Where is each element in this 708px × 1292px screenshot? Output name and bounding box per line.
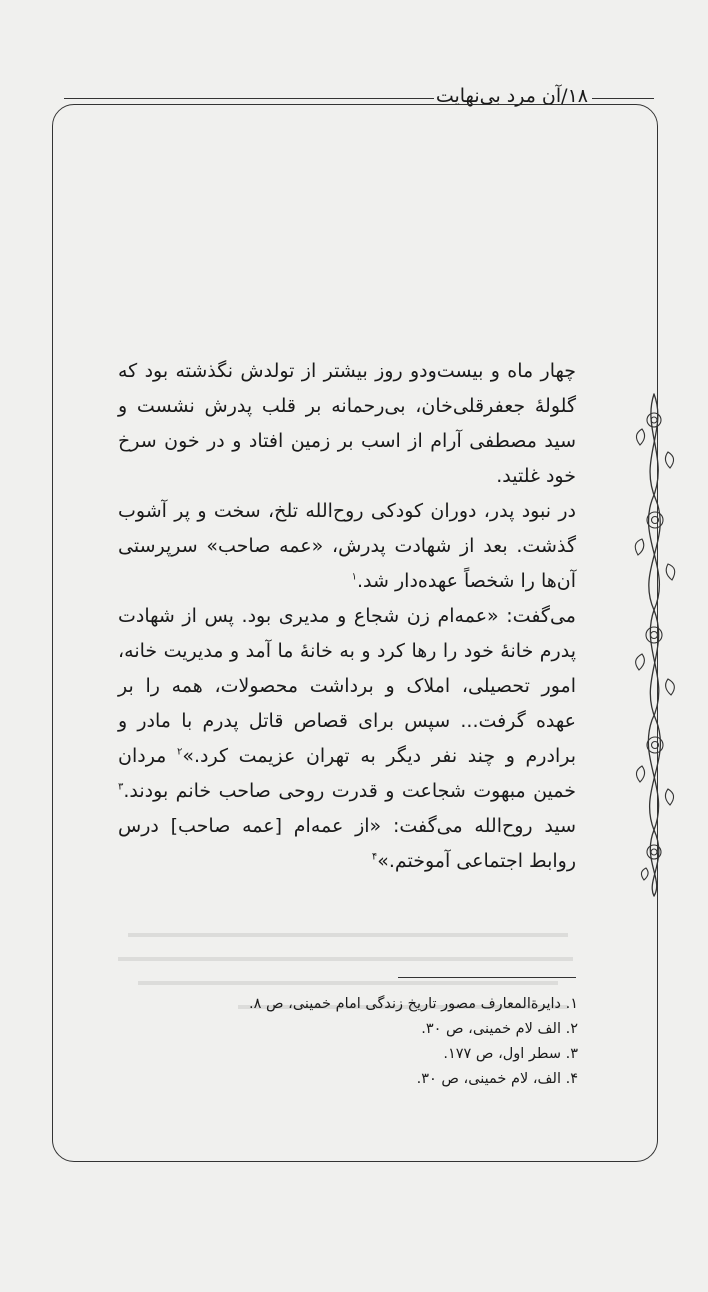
footnote-2: ۲. الف لام خمینی، ص ۳۰. <box>421 1021 578 1037</box>
paragraph-text: مردان خمین مبهوت شجاعت و قدرت روحی صاحب خانم بودند. <box>118 745 576 802</box>
footnotes <box>249 992 578 1092</box>
footnote-ref-3: ۳ <box>118 781 124 793</box>
footnote-ref-1: ۱ <box>351 571 358 583</box>
page-header-title: ۱۸/آن مرد بی‌نهایت <box>435 85 588 107</box>
footnote-4: ۴. الف، لام خمینی، ص ۳۰. <box>416 1071 578 1087</box>
floral-vine-ornament <box>628 390 682 900</box>
footnote-separator <box>398 977 576 978</box>
header-rule-right <box>592 98 654 99</box>
body-paragraph-2 <box>118 494 576 599</box>
body-paragraph-1 <box>118 354 576 494</box>
body-paragraph-3 <box>118 599 576 879</box>
paragraph-text: می‌گفت: «عمه‌ام زن شجاع و مدیری بود. پس از شهادت پدرم خانهٔ خود را رها کرد و به خانهٔ ما آمد و مدیریت خانه، امور تحصیلی، املاک و برداشت محصولات، همه را بر عهده گرفت... سپس برای قصاص قاتل پدرم با مادر و برادرم و چند نفر دیگر به تهران عزیمت کرد.» <box>118 605 576 767</box>
footnote-1: ۱. دایرةالمعارف مصور تاریخ زندگی امام خمینی، ص ۸. <box>249 996 578 1012</box>
paragraph-text: سید روح‌الله می‌گفت: «از عمه‌ام [عمه صاحب] درس روابط اجتماعی آموختم.» <box>118 815 576 872</box>
body-text <box>118 354 576 879</box>
paragraph-text: در نبود پدر، دوران کودکی روح‌الله تلخ، سخت و پر آشوب گذشت. بعد از شهادت پدرش، «عمه صاحب» سرپرستی آن‌ها را شخصاً عهده‌دار شد. <box>118 500 576 592</box>
header-rule-left <box>64 98 434 99</box>
footnote-3: ۳. سطر اول، ص ۱۷۷. <box>443 1046 578 1062</box>
paragraph-text: چهار ماه و بیست‌ودو روز بیشتر از تولدش نگذشته بود که گلولهٔ جعفرقلی‌خان، بی‌رحمانه بر قلب پدرش نشست و سید مصطفی آرام از اسب بر زمین افتاد و در خون سرخ خود غلتید. <box>118 360 576 487</box>
footnote-ref-4: ۴ <box>371 851 378 863</box>
footnote-ref-2: ۲ <box>176 746 183 758</box>
